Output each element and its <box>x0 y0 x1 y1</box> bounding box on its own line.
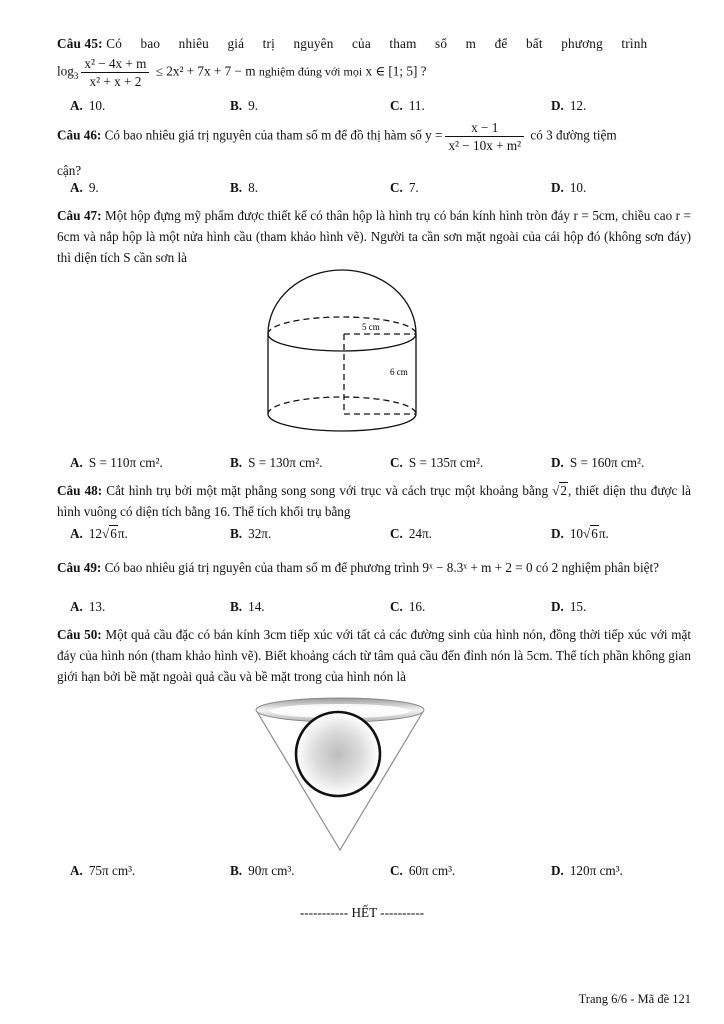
inequality-rhs: ≤ 2x² + 7x + 7 − m <box>155 63 256 79</box>
question-text: Có bao nhiêu giá trị nguyên của tham số m để đồ thị hàm số <box>104 127 422 143</box>
fraction-numerator: x² − 4x + m <box>81 55 149 73</box>
top-ellipse-back <box>268 317 416 334</box>
question-47 <box>57 205 691 268</box>
question-48 <box>57 480 691 522</box>
domain: x ∈ [1; 5] ? <box>365 63 427 79</box>
fraction-denominator: x² + x + 2 <box>89 74 142 89</box>
question-label: Câu 49: <box>57 560 102 575</box>
question-text-2: , thiết diện thu được là hình vuông có diện tích bằng 16. Thể tích khối trụ bằng <box>57 483 692 519</box>
answer-c[interactable]: C. 24π. <box>390 526 432 541</box>
question-46-continuation <box>57 160 691 181</box>
answer-c[interactable]: C. 16. <box>390 599 426 614</box>
question-label: Câu 45: <box>57 36 103 51</box>
cylinder-hemisphere-figure <box>262 268 422 448</box>
answers-45 <box>70 98 690 118</box>
answer-a[interactable]: A. 10. <box>70 98 106 113</box>
sphere <box>296 712 380 796</box>
answer-b[interactable]: B. 32π. <box>230 526 272 541</box>
question-46 <box>57 119 691 154</box>
hemisphere-arc <box>268 270 416 334</box>
function-fraction <box>445 119 524 154</box>
question-text: Một hộp đựng mỹ phẩm được thiết kế có thân hộp là hình trụ có bán kính hình tròn đáy r = 5cm, chiều cao r = 6cm và nắp hộp là một nửa hình cầu (tham khảo hình vẽ). Người ta cần sơn mặt ngoài của cái hộp đó (không sơn đáy) thì diện tích S cần sơn là <box>57 208 691 265</box>
answer-c[interactable]: C. 7. <box>390 180 419 195</box>
answer-c[interactable]: C. 11. <box>390 98 425 113</box>
question-label: Câu 48: <box>57 483 103 498</box>
question-49 <box>57 557 691 578</box>
question-tail: nghiệm đúng với mọi <box>258 64 363 79</box>
page-number: Trang 6/6 - Mã đề 121 <box>578 992 691 1006</box>
answers-48 <box>70 526 690 546</box>
answer-a[interactable]: A. 75π cm³. <box>70 863 136 878</box>
radius-label: 5 cm <box>362 322 380 332</box>
question-label: Câu 47: <box>57 208 102 223</box>
cone-sphere-figure <box>252 694 432 854</box>
fraction-numerator: x − 1 <box>445 119 524 137</box>
answer-d[interactable]: D. 10√6π. <box>551 526 609 541</box>
question-tail: có 3 đường tiệm <box>530 127 617 143</box>
question-label: Câu 50: <box>57 627 102 642</box>
answer-d[interactable]: D. 120π cm³. <box>551 863 623 878</box>
function-y: y = <box>425 127 443 143</box>
answer-a[interactable]: A. 9. <box>70 180 99 195</box>
question-text: Có bao nhiêu giá trị nguyên của tham số m để bất phương trình <box>106 36 648 51</box>
answers-47 <box>70 455 690 475</box>
question-tail-2: cận? <box>57 163 82 178</box>
answers-49 <box>70 599 690 619</box>
question-label: Câu 46: <box>57 127 102 143</box>
answer-c[interactable]: C. 60π cm³. <box>390 863 456 878</box>
sqrt-expression: √2 <box>552 483 568 498</box>
question-50 <box>57 624 691 687</box>
bottom-ellipse-back <box>268 397 416 414</box>
answer-a[interactable]: A. 13. <box>70 599 106 614</box>
end-mark: ----------- HẾT ---------- <box>299 905 425 920</box>
log-fraction <box>81 55 149 90</box>
answer-c[interactable]: C. S = 135π cm². <box>390 455 484 470</box>
log-symbol: log <box>57 63 74 79</box>
height-label: 6 cm <box>390 367 408 377</box>
answer-b[interactable]: B. S = 130π cm². <box>230 455 323 470</box>
answers-50 <box>70 863 690 883</box>
answer-b[interactable]: B. 9. <box>230 98 258 113</box>
answer-d[interactable]: D. 15. <box>551 599 587 614</box>
question-45-formula <box>57 55 691 90</box>
answer-d[interactable]: D. 10. <box>551 180 587 195</box>
answer-a[interactable]: A. 12√6π. <box>70 526 128 541</box>
question-45 <box>57 33 691 54</box>
answer-d[interactable]: D. 12. <box>551 98 587 113</box>
fraction-denominator: x² − 10x + m² <box>448 138 522 153</box>
answer-b[interactable]: B. 14. <box>230 599 265 614</box>
top-ellipse-front <box>268 334 416 351</box>
question-text: Một quả cầu đặc có bán kính 3cm tiếp xúc với tất cả các đường sinh của hình nón, đồng thời tiếp xúc với mặt đáy của hình nón (tham khảo hình vẽ). Biết khoảng cách từ tâm quả cầu đến đỉnh nón là 5cm. Thể tích phần không gian giới hạn bởi bề mặt ngoài quả cầu và bề mặt trong của hình nón là <box>57 627 691 684</box>
answer-a[interactable]: A. S = 110π cm². <box>70 455 163 470</box>
answer-d[interactable]: D. S = 160π cm². <box>551 455 645 470</box>
answer-b[interactable]: B. 8. <box>230 180 258 195</box>
log-base: 3 <box>73 71 79 82</box>
bottom-ellipse-front <box>268 414 416 431</box>
question-text: Có bao nhiêu giá trị nguyên của tham số m để phương trình 9ˣ − 8.3ˣ + m + 2 = 0 có 2 nghiệm phân biệt? <box>104 560 659 575</box>
question-text: Cắt hình trụ bởi một mặt phẳng song song với trục và cách trục một khoảng bằng <box>106 483 549 498</box>
answers-46 <box>70 180 690 200</box>
answer-b[interactable]: B. 90π cm³. <box>230 863 295 878</box>
